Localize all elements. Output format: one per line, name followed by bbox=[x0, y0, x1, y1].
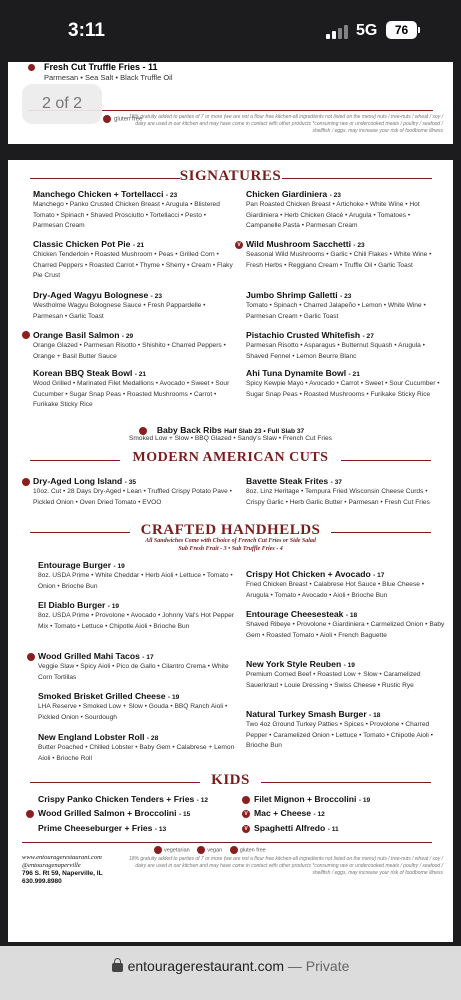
phone: 630.999.8980 bbox=[22, 878, 62, 885]
restaurant-contact bbox=[22, 854, 103, 886]
section-subheading: All Sandwiches Come with Choice of French Cut Fries or Side Salad bbox=[145, 538, 316, 544]
network-type: 5G bbox=[356, 22, 378, 39]
private-mode-label: — Private bbox=[287, 958, 350, 974]
menu-item: Wild Mushroom Sacchetti - 23 Seasonal Wild Mushrooms • Garlic • Chili Flakes • White Wine • Fresh Herbs • Reggiano Cream • Truffle Oil • Garlic Toast bbox=[246, 239, 432, 269]
menu-item: Ahi Tuna Dynamite Bowl - 21 Spicy Kewpie Mayo • Avocado • Carrot • Sweet • Sour Cucumber • Sugar Snap Peas • Roasted Mushrooms • Furikake Sticky Rice bbox=[246, 368, 440, 398]
status-bar bbox=[0, 0, 461, 62]
menu-item: Wood Grilled Mahi Tacos - 17 Veggie Slaw • Spicy Aioli • Pico de Gallo • Cilantro Crema • White Corn Tortillas bbox=[38, 651, 229, 681]
gluten-free-icon bbox=[22, 478, 30, 486]
menu-item: Pistachio Crusted Whitefish - 27 Parmesan Risotto • Asparagus • Butternut Squash • Arugula • Shaved Fennel • Lemon Beurre Blanc bbox=[246, 330, 425, 360]
divider bbox=[331, 532, 431, 533]
battery-icon: 76 bbox=[386, 21, 417, 39]
section-heading-cuts: MODERN AMERICAN CUTS bbox=[132, 450, 329, 465]
vegan-icon bbox=[197, 846, 205, 854]
kids-menu-item: Spaghetti Alfredo - 11 bbox=[254, 823, 339, 833]
menu-item: Chicken Giardiniera - 23 Pan Roasted Chicken Breast • Artichoke • White Wine • Hot Giardiniera • Herb Chicken Glacé • Arugula • Tomatoes • Campanelle Pasta • Parmesan Cream bbox=[246, 189, 420, 229]
menu-item: New England Lobster Roll - 28 Butter Poached • Chilled Lobster • Baby Gem • Calabrese + Lemon Aioli • Brioche Roll bbox=[38, 732, 235, 762]
menu-item: Jumbo Shrimp Galletti - 23 Tomato • Spinach • Charred Jalapeño • Lemon • White Wine • Parmesan Cream • Garlic Toast bbox=[246, 290, 426, 320]
divider bbox=[341, 460, 431, 461]
divider bbox=[22, 842, 432, 843]
menu-item: Classic Chicken Pot Pie - 21 Chicken Tenderloin • Roasted Mushroom • Peas • Grilled Corn • Charred Peppers • Roasted Carrot • Thyme • Sherry • Cream • Flaky Pie Crust bbox=[33, 239, 233, 279]
page-indicator: 2 of 2 bbox=[22, 84, 102, 124]
signal-strength-icon bbox=[326, 25, 348, 39]
menu-item: Smoked Brisket Grilled Cheese - 19 LHA Reserve • Smoked Low + Slow • Gouda • BBQ Ranch Aioli • Pickled Onion • Sourdough bbox=[38, 691, 228, 721]
battery-tip bbox=[418, 27, 420, 33]
gluten-free-icon bbox=[28, 64, 35, 71]
gluten-free-icon bbox=[103, 115, 111, 123]
divider bbox=[261, 782, 431, 783]
menu-item: Crispy Hot Chicken + Avocado - 17 Fried Chicken Breast • Calabrese Hot Sauce • Blue Cheese • Arugula • Tomato • Avocado • Aioli • Brioche Bun bbox=[246, 569, 425, 599]
menu-item: Entourage Burger - 19 8oz. USDA Prime • White Cheddar • Herb Aioli • Lettuce • Tomato • Onion • Brioche Bun bbox=[38, 560, 233, 590]
menu-item: Orange Basil Salmon - 29 Orange Glazed • Parmesan Risotto • Shishito • Charred Peppers • Orange + Basil Butter Sauce bbox=[33, 330, 226, 360]
section-heading-signatures: SIGNATURES bbox=[179, 168, 282, 184]
gluten-free-icon bbox=[230, 846, 238, 854]
menu-item-ribs: Baby Back Ribs Half Slab 23 • Full Slab 37 Smoked Low + Slow • BBQ Glazed • Sandy's Slaw • French Cut Fries bbox=[129, 425, 332, 442]
url-display[interactable] bbox=[0, 958, 461, 974]
legend-gluten-free: gluten free bbox=[103, 115, 142, 123]
menu-item-title: Fresh Cut Truffle Fries - 11 bbox=[44, 62, 158, 72]
section-heading-handhelds: CRAFTED HANDHELDS bbox=[140, 522, 321, 538]
menu-item: El Diablo Burger - 19 8oz. USDA Prime • Provolone • Avocado • Johnny Val's Hot Pepper Mix • Tomato • Lettuce • Chipotle Aioli • Brioche Bun bbox=[38, 600, 234, 630]
vegetarian-icon: V bbox=[242, 825, 250, 833]
website: www.entouragerestaurant.com bbox=[22, 854, 102, 861]
menu-item: Dry-Aged Wagyu Bolognese - 23 Westholme Wagyu Bolognese Sauce • Fresh Pappardelle • Parmesan • Garlic Toast bbox=[33, 290, 206, 320]
menu-item: Entourage Cheesesteak - 18 Shaved Ribeye • Provolone • Giardiniera • Carmelized Onion • Baby Gem • Roasted Tomato • Aioli • French Baguette bbox=[246, 609, 445, 639]
gluten-free-icon bbox=[26, 810, 34, 818]
section-heading-kids: KIDS bbox=[211, 772, 250, 788]
address: 796 S. Rt 59, Naperville, IL bbox=[22, 870, 103, 877]
clock: 3:11 bbox=[68, 20, 105, 41]
social-handle: @entouragenaperville bbox=[22, 862, 81, 869]
kids-menu-item: Prime Cheeseburger + Fries - 13 bbox=[38, 823, 167, 833]
vegetarian-icon bbox=[154, 846, 162, 854]
browser-address-bar[interactable] bbox=[0, 946, 461, 1000]
vegetarian-icon: V bbox=[235, 241, 243, 249]
fine-print: 18% gratuity added to parties of 7 or more (we are not a flour free kitchen-all ingredients not listed on the menu) nuts / tree-nuts / wheat / soy / dairy are used in our kitchen and may have come in contact with other products *consuming raw or undercooked meats / poultry / seafood / shellfish / eggs, may increase your risk of foodborne illness bbox=[128, 114, 443, 134]
gluten-free-icon bbox=[27, 653, 35, 661]
section-subheading: Sub Fresh Fruit - 3 • Sub Truffle Fries - 4 bbox=[178, 546, 283, 552]
menu-item: Natural Turkey Smash Burger - 18 Two 4oz Ground Turkey Patties • Spices • Provolone • Charred Pepper • Caramelized Onion • Lettuce • Tomato • Chipotle Aioli • Brioche Bun bbox=[246, 709, 433, 749]
diet-legend: vegetarian vegan gluten free bbox=[148, 846, 266, 854]
kids-menu-item: Mac + Cheese - 12 bbox=[254, 808, 325, 818]
kids-menu-item: Crispy Panko Chicken Tenders + Fries - 12 bbox=[38, 794, 209, 804]
gluten-free-icon bbox=[22, 331, 30, 339]
menu-item: Dry-Aged Long Island - 35 10oz. Cut • 28 Days Dry-Aged • Lean • Truffled Crispy Potato Pave • Pickled Onion • Oven Dried Tomato • EVOO bbox=[33, 476, 232, 506]
divider bbox=[282, 178, 432, 179]
lock-icon bbox=[112, 963, 123, 972]
menu-item: Manchego Chicken + Tortellacci - 23 Manchego • Panko Crusted Chicken Breast • Arugula • Blistered Tomato • Spinach • Shaved Prosciutto • Tortellacci • Pesto • Parmesan Cream bbox=[33, 189, 220, 229]
menu-item: Bavette Steak Frites - 37 8oz. Linz Heritage • Tempura Fried Wisconsin Cheese Curds • Crispy Garlic • Herb Garlic Butter • Parmesan • Fresh Cut Fries bbox=[246, 476, 430, 506]
menu-item-description: Parmesan • Sea Salt • Black Truffle Oil bbox=[44, 73, 173, 82]
kids-menu-item: Filet Mignon + Broccolini - 19 bbox=[254, 794, 371, 804]
kids-menu-item: Wood Grilled Salmon + Broccolini - 15 bbox=[38, 808, 191, 818]
menu-item: New York Style Reuben - 19 Premium Corned Beef • Roasted Low + Slow • Caramelized Sauerkraut • Louie Dressing • Swiss Cheese • Rustic Rye bbox=[246, 659, 421, 689]
url-domain: entouragerestaurant.com bbox=[127, 958, 285, 974]
menu-item: Korean BBQ Steak Bowl - 21 Wood Grilled • Marinated Filet Medallions • Avocado • Sweet • Sour Cucumber • Sugar Snap Peas • Roasted Mushrooms • Carrot • Furikake Sticky Rice bbox=[33, 368, 230, 408]
fine-print: 18% gratuity added to parties of 7 or more (we are not a flour free kitchen-all ingredients not listed on the menu) nuts / tree-nuts / wheat / soy / dairy are used in our kitchen and may have come in contact with other products *consuming raw or undercooked meats / poultry / seafood / shellfish / eggs, may increase your risk of foodborne illness bbox=[128, 856, 443, 876]
gluten-free-icon bbox=[242, 796, 250, 804]
pdf-page-2[interactable] bbox=[8, 160, 453, 942]
vegetarian-icon: V bbox=[242, 810, 250, 818]
